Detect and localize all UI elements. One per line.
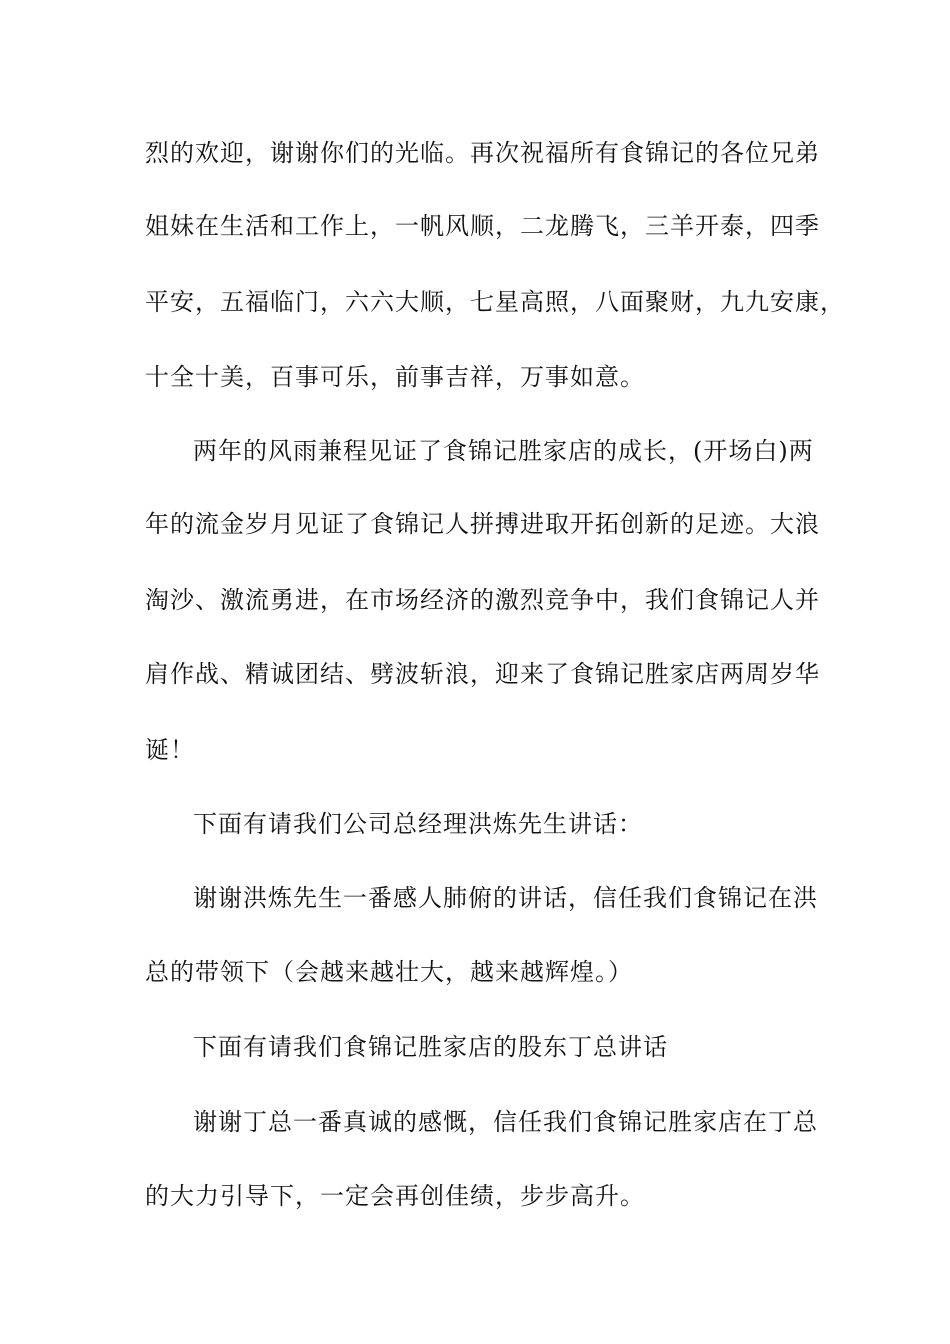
text-line: 的大力引导下，一定会再创佳绩，步步高升。 — [145, 1182, 645, 1210]
text-line: 总的带领下（会越来越壮大，越来越辉煌。） — [145, 958, 633, 986]
text-line: 烈的欢迎，谢谢你们的光临。再次祝福所有食锦记的各位兄弟 — [145, 139, 820, 167]
text-line: 肩作战、精诚团结、劈波斩浪，迎来了食锦记胜家店两周岁华 — [145, 660, 820, 688]
text-line: 姐妹在生活和工作上，一帆风顺，二龙腾飞，三羊开泰，四季 — [145, 212, 820, 240]
paragraph-first-line: 下面有请我们食锦记胜家店的股东丁总讲话 — [193, 1033, 668, 1061]
text-line: 年的流金岁月见证了食锦记人拼搏进取开拓创新的足迹。大浪 — [145, 510, 820, 538]
paragraph-first-line: 下面有请我们公司总经理洪炼先生讲话： — [193, 810, 643, 838]
text-line: 诞！ — [145, 736, 195, 764]
text-line: 淘沙、激流勇进，在市场经济的激烈竞争中，我们食锦记人并 — [145, 586, 820, 614]
paragraph-first-line: 两年的风雨兼程见证了食锦记胜家店的成长，(开场白)两 — [193, 437, 814, 465]
paragraph-first-line: 谢谢丁总一番真诚的感慨，信任我们食锦记胜家店在丁总 — [193, 1108, 818, 1136]
text-line: 十全十美，百事可乐，前事吉祥，万事如意。 — [145, 363, 645, 391]
text-line: 平安，五福临门，六六大顺，七星高照，八面聚财，九九安康， — [145, 288, 845, 316]
paragraph-first-line: 谢谢洪炼先生一番感人肺俯的讲话，信任我们食锦记在洪 — [193, 884, 818, 912]
